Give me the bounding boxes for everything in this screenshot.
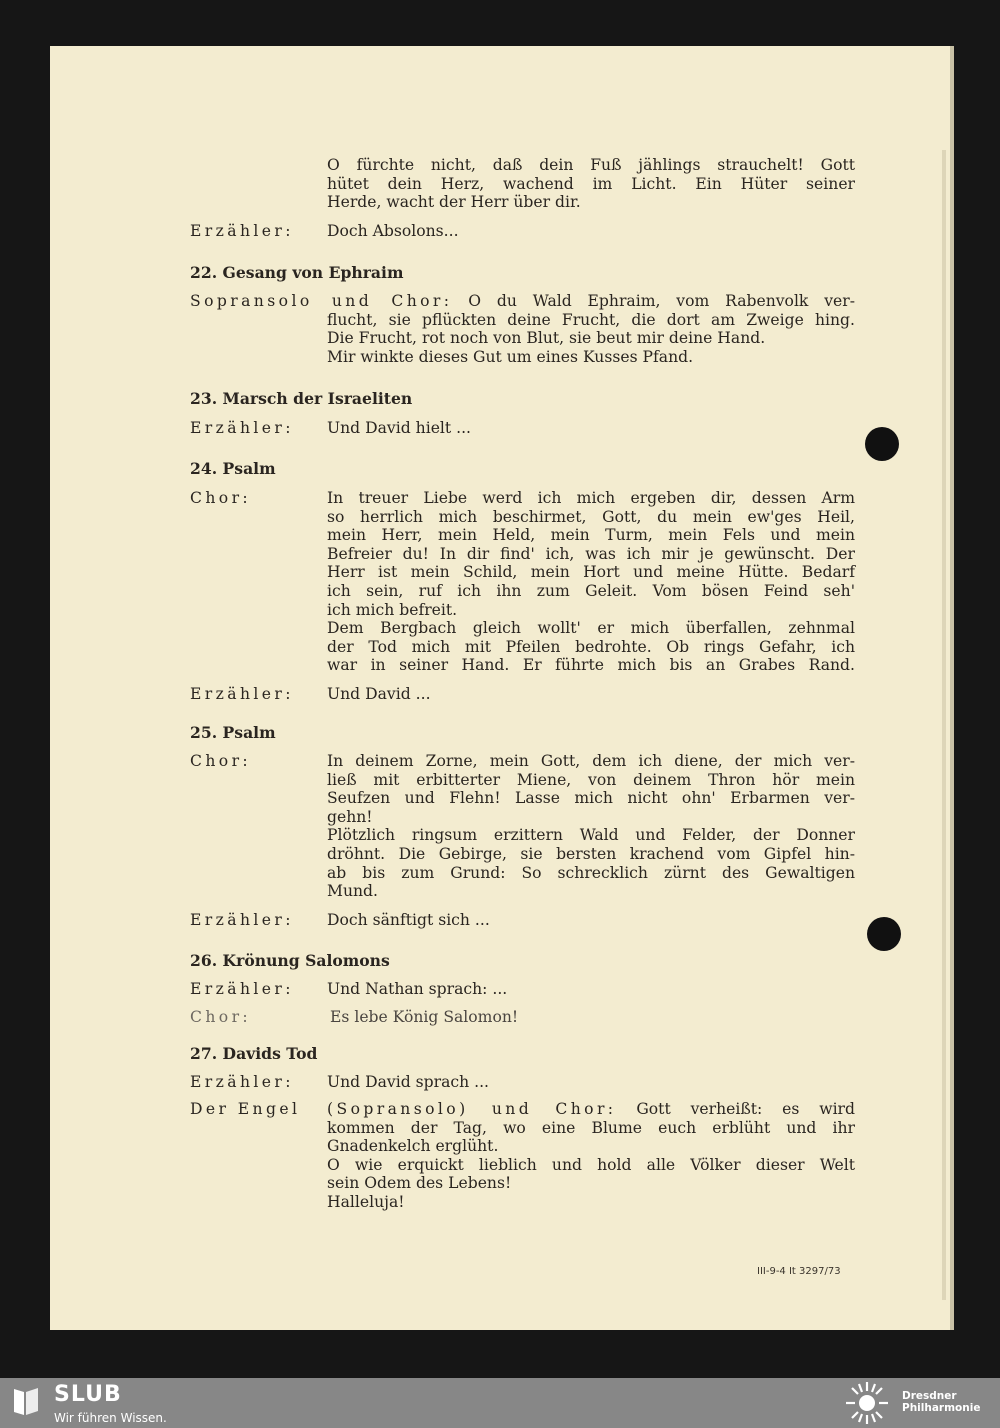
text-line: Doch Absolons...	[327, 222, 459, 240]
section-heading: 25. Psalm	[190, 723, 276, 742]
text-line	[190, 292, 855, 311]
speaker-label: Der Engel	[190, 1100, 301, 1118]
text-line: O wie erquickt lieblich und hold alle Völker dieser Welt	[327, 1155, 855, 1174]
text-line: O fürchte nicht, daß dein Fuß jählings strauchelt! Gott	[327, 156, 855, 174]
punch-hole	[865, 427, 899, 461]
philharmonie-logo-icon	[842, 1380, 892, 1426]
text-line: Herr ist mein Schild, mein Hort und meine Hütte. Bedarf	[327, 563, 855, 582]
speaker-text: O du Wald Ephraim, vom Rabenvolk ver-	[468, 292, 855, 310]
speaker-text	[327, 752, 855, 901]
text-line: In deinem Zorne, mein Gott, dem ich diene, der mich ver-	[327, 752, 855, 770]
partner-name[interactable]	[902, 1390, 980, 1414]
speaker-label: Erzähler:	[190, 419, 294, 437]
section-heading: 22. Gesang von Ephraim	[190, 263, 404, 282]
text-line: gehn!	[327, 807, 373, 826]
speaker-text	[327, 1073, 855, 1092]
partner-name-line2: Philharmonie	[902, 1402, 981, 1414]
text-line: In treuer Liebe werd ich mich ergeben dir, dessen Arm	[327, 489, 855, 507]
text-line: Die Frucht, rot noch von Blut, sie beut mir deine Hand.	[327, 329, 766, 348]
text-line: Befreier du! In dir find' ich, was ich mir je gewünscht. Der	[327, 544, 855, 563]
footer-bar	[0, 1378, 1000, 1428]
speaker-label: Sopransolo und Chor:	[190, 292, 453, 310]
text-line: so herrlich mich beschirmet, Gott, du mein ew'ges Heil,	[327, 507, 855, 526]
text-line: ließ mit erbitterter Miene, von deinem Thron hör mein	[327, 770, 855, 789]
speaker-text	[327, 685, 855, 704]
page-tab	[942, 150, 946, 1300]
text-line: ich mich befreit.	[327, 600, 458, 619]
page-edge	[950, 46, 954, 1330]
slub-logo-icon	[12, 1385, 40, 1417]
text-line: Und David hielt ...	[327, 419, 471, 437]
library-slogan: Wir führen Wissen.	[54, 1411, 167, 1425]
speaker-text	[327, 222, 855, 241]
role-label: (Sopransolo) und Chor:	[327, 1100, 617, 1118]
speaker-label: Chor:	[190, 1008, 252, 1026]
text-line: Dem Bergbach gleich wollt' er mich überfallen, zehnmal	[327, 619, 855, 638]
punch-hole	[867, 917, 901, 951]
text-line: Es lebe König Salomon!	[330, 1008, 519, 1026]
speaker-label: Erzähler:	[190, 1073, 294, 1091]
partner-name-line1: Dresdner	[902, 1390, 957, 1402]
text-line: Plötzlich ringsum erzittern Wald und Felder, der Donner	[327, 826, 855, 845]
section-heading: 26. Krönung Salomons	[190, 951, 390, 970]
text-line: mein Herr, mein Held, mein Turm, mein Fels und mein	[327, 526, 855, 545]
text-line: Herde, wacht der Herr über dir.	[327, 193, 581, 212]
text-line: ab bis zum Grund: So schrecklich zürnt des Gewaltigen	[327, 863, 855, 882]
section-heading: 24. Psalm	[190, 459, 276, 478]
text-line: hütet dein Herz, wachend im Licht. Ein Hüter seiner	[327, 174, 855, 193]
text-line: war in seiner Hand. Er führte mich bis an Grabes Rand.	[327, 656, 855, 675]
text-line: sein Odem des Lebens!	[327, 1174, 512, 1193]
text-line: Halleluja!	[327, 1192, 405, 1211]
speaker-label: Erzähler:	[190, 222, 294, 240]
speaker-text	[327, 419, 855, 438]
intro-paragraph	[327, 156, 855, 212]
section-heading: 27. Davids Tod	[190, 1044, 318, 1063]
text-line: Seufzen und Flehn! Lasse mich nicht ohn' Erbarmen ver-	[327, 789, 855, 808]
speaker-label: Erzähler:	[190, 980, 294, 998]
text-line: Mir winkte dieses Gut um eines Kusses Pfand.	[327, 347, 694, 366]
section-heading: 23. Marsch der Israeliten	[190, 389, 413, 408]
speaker-label: Chor:	[190, 489, 252, 507]
text-line: flucht, sie pflückten deine Frucht, die dort am Zweige hing.	[327, 310, 855, 329]
speaker-text	[327, 911, 855, 930]
text-line	[327, 1100, 855, 1119]
speaker-label: Erzähler:	[190, 685, 294, 703]
library-name[interactable]: SLUB	[54, 1382, 122, 1407]
speaker-label: Erzähler:	[190, 911, 294, 929]
text-line: Und David ...	[327, 685, 431, 703]
speaker-text	[327, 980, 855, 999]
speaker-text	[330, 1008, 858, 1027]
section-22-body	[190, 292, 855, 366]
text-line: dröhnt. Die Gebirge, sie bersten krachend vom Gipfel hin-	[327, 844, 855, 863]
text-line: Und Nathan sprach: ...	[327, 980, 508, 998]
text-line: der Tod mich mit Pfeilen bedrohte. Ob rings Gefahr, ich	[327, 637, 855, 656]
speaker-text	[327, 489, 855, 675]
text-line: kommen der Tag, wo eine Blume euch erblüht und ihr	[327, 1118, 855, 1137]
text-line: Gnadenkelch erglüht.	[327, 1137, 499, 1156]
text-line: Doch sänftigt sich ...	[327, 911, 490, 929]
text-fragment: Gott verheißt: es wird	[636, 1100, 855, 1118]
speaker-label: Chor:	[190, 752, 252, 770]
text-line: Und David sprach ...	[327, 1073, 489, 1091]
catalog-number: III-9-4 It 3297/73	[757, 1266, 841, 1277]
speaker-text	[327, 1100, 855, 1212]
text-line: ich sein, ruf ich ihn zum Geleit. Vom bösen Feind seh'	[327, 581, 855, 600]
text-line: Mund.	[327, 882, 378, 901]
